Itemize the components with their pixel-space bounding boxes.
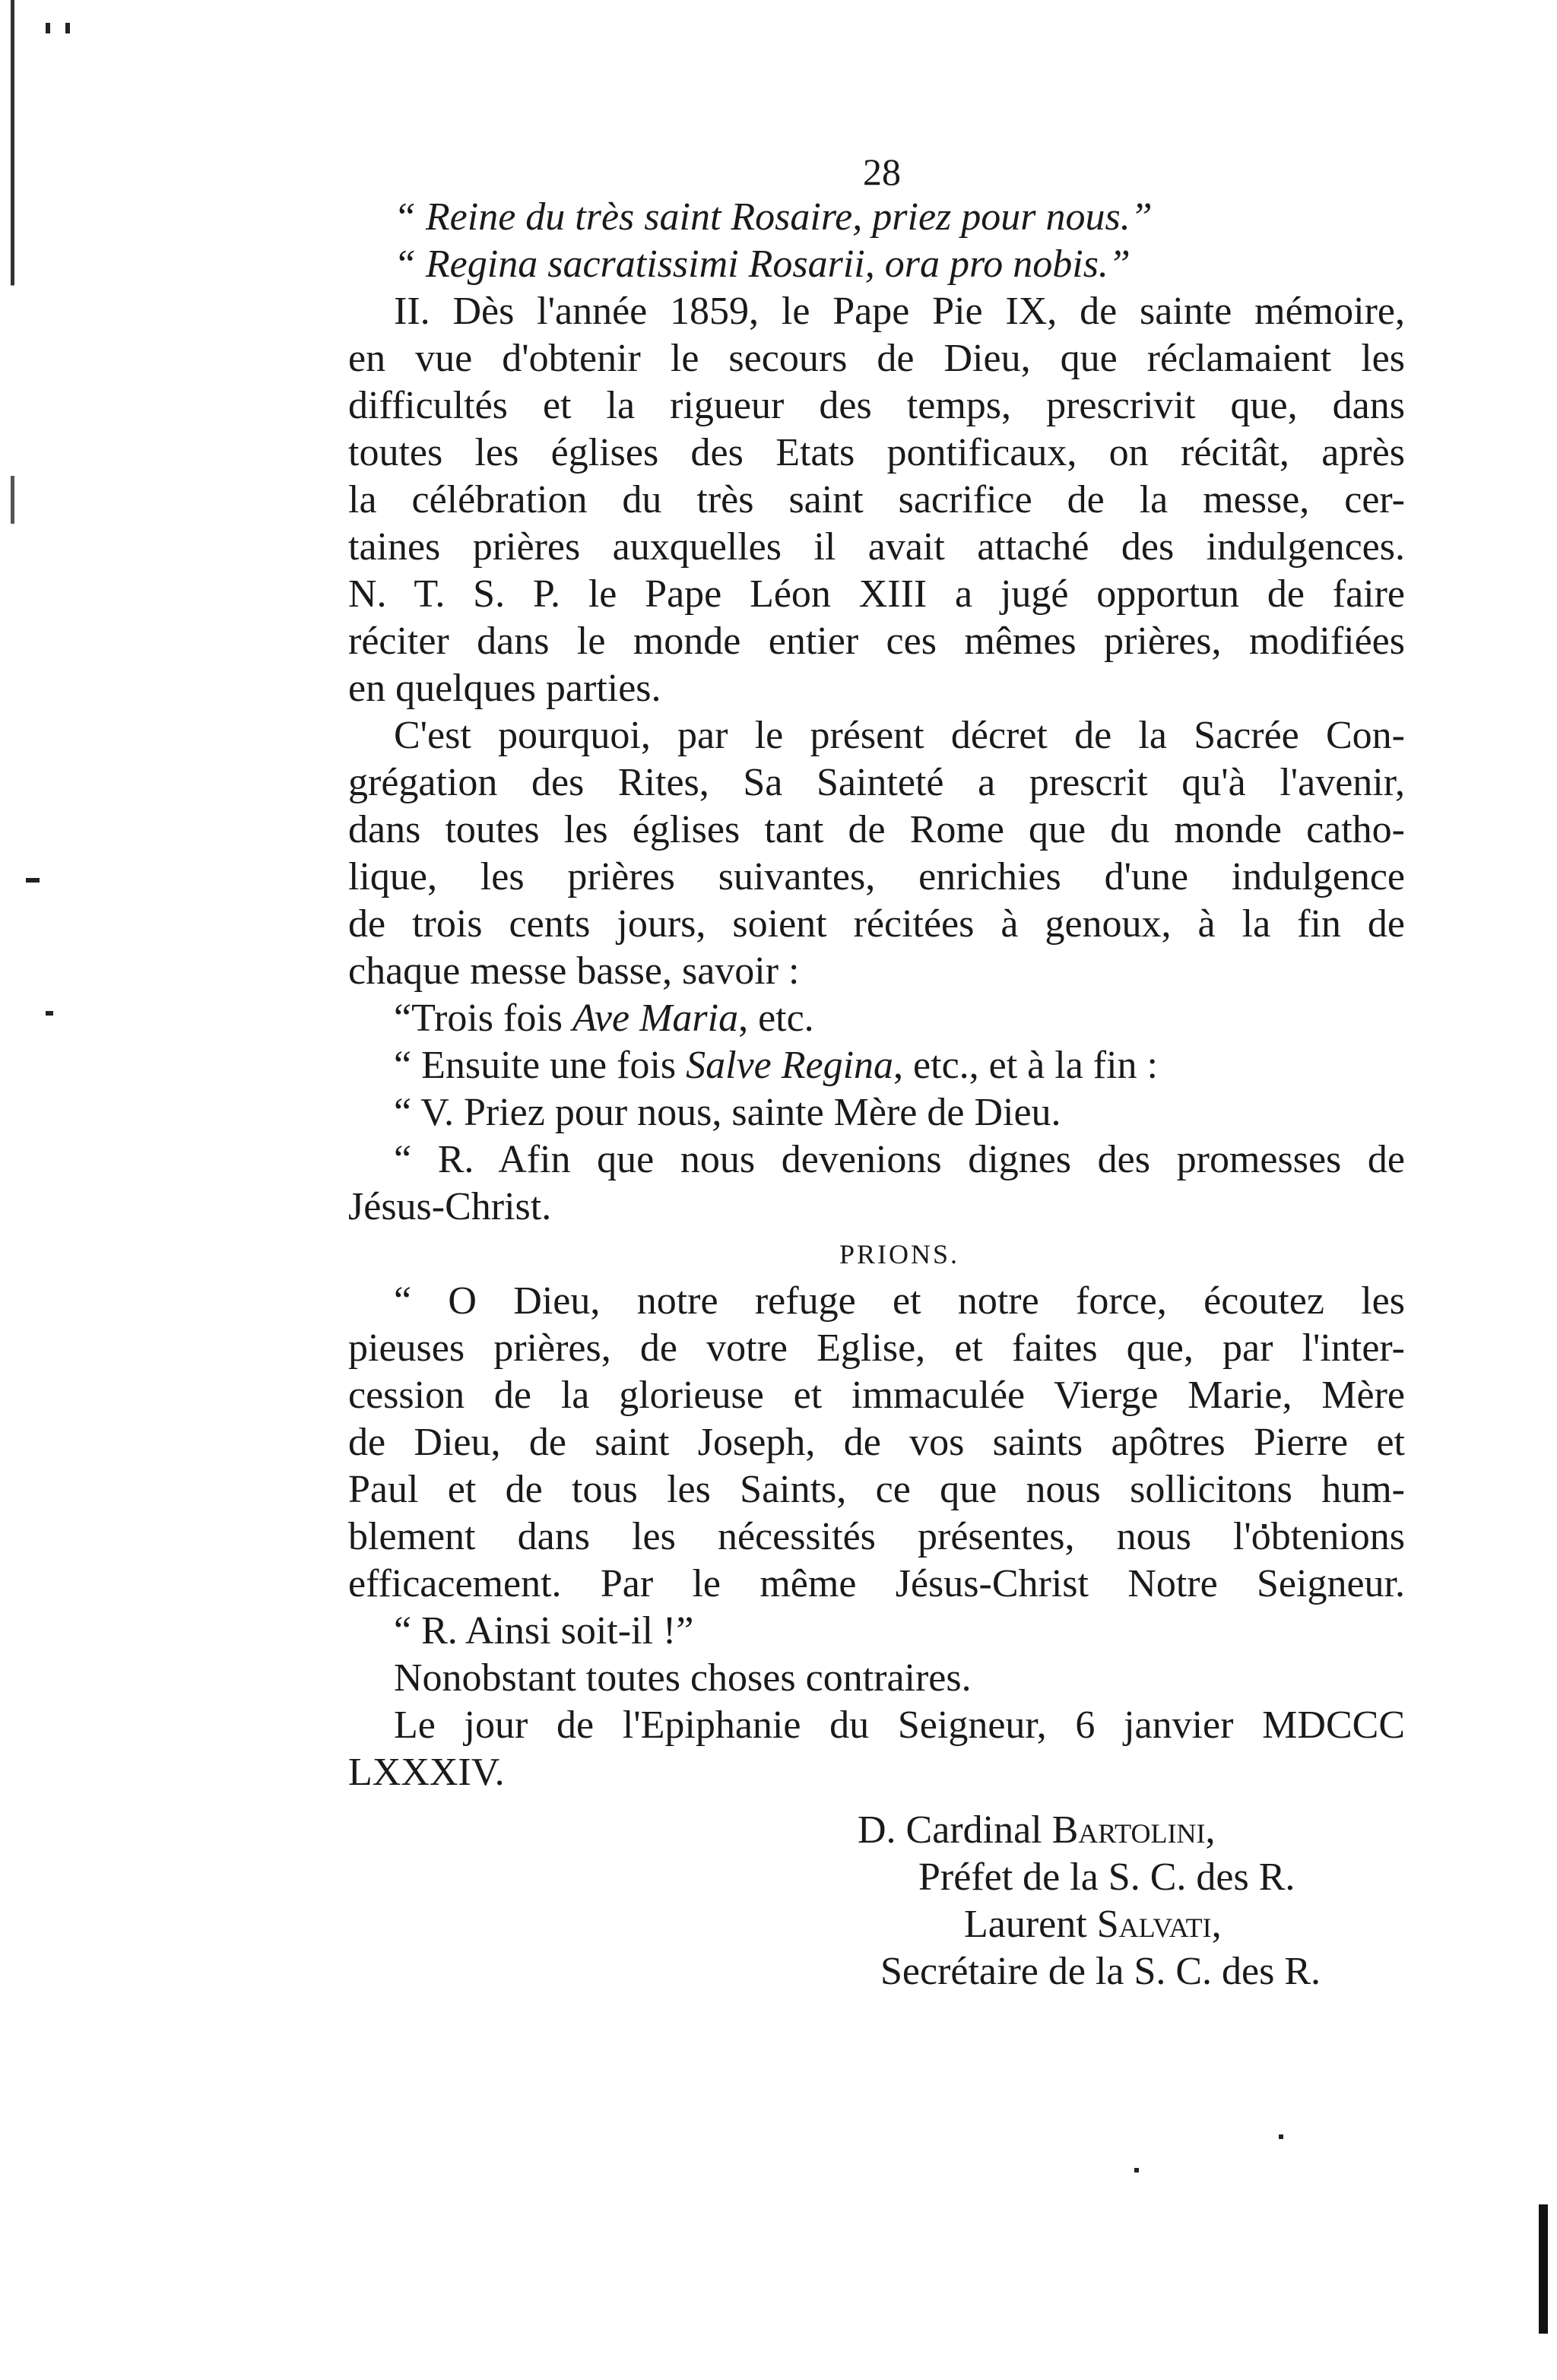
signature-block xyxy=(348,1807,1405,1995)
text-line: II. Dès l'année 1859, le Pape Pie IX, de sainte mémoire, xyxy=(394,290,1405,333)
text-fragment: , xyxy=(1205,1808,1216,1852)
text-line xyxy=(348,1042,1405,1089)
text-fragment: “ Ensuite une fois xyxy=(394,1044,687,1087)
text-line: chaque messe basse, savoir : xyxy=(348,949,800,993)
text-line: “ V. Priez pour nous, sainte Mère de Dieu. xyxy=(394,1091,1061,1134)
signatory-name: Salvati xyxy=(1096,1903,1212,1946)
text-line: LXXXIV. xyxy=(348,1751,505,1794)
latin-prayer-title: Ave Maria xyxy=(572,997,739,1040)
text-line: efficacement. Par le même Jésus-Christ Notre Seigneur. xyxy=(348,1562,1405,1605)
margin-speck xyxy=(46,23,50,33)
text-line: difficultés et la rigueur des temps, prescrivit que, dans xyxy=(348,384,1405,427)
signature-line: Secrétaire de la S. C. des R. xyxy=(880,1950,1321,1993)
margin-speck xyxy=(26,878,40,883)
text-line: grégation des Rites, Sa Sainteté a prescrit qu'à l'avenir, xyxy=(348,761,1405,804)
text-line: N. T. S. P. le Pape Léon XIII a jugé opportun de faire xyxy=(348,572,1405,616)
text-line: taines prières auxquelles il avait attaché des indulgences. xyxy=(348,525,1405,569)
text-line: de Dieu, de saint Joseph, de vos saints apôtres Pierre et xyxy=(348,1421,1405,1464)
text-fragment: , etc. xyxy=(738,997,814,1040)
text-line: lique, les prières suivantes, enrichies d'une indulgence xyxy=(348,855,1405,898)
margin-speck xyxy=(46,1011,53,1016)
text-line: “ Reine du très saint Rosaire, priez pour nous.” xyxy=(394,195,1153,239)
latin-prayer-title: Salve Regina xyxy=(686,1044,894,1087)
text-line: Paul et de tous les Saints, ce que nous sollicitons hum- xyxy=(348,1468,1405,1511)
text-line: “ O Dieu, notre refuge et notre force, écoutez les xyxy=(394,1279,1405,1323)
margin-speck xyxy=(1279,2134,1283,2139)
text-line: “ Regina sacratissimi Rosarii, ora pro nobis.” xyxy=(394,242,1130,286)
text-line: toutes les églises des Etats pontificaux, on récitât, après xyxy=(348,431,1405,474)
text-fragment: D. Cardinal xyxy=(858,1808,1052,1852)
body-text xyxy=(348,194,1405,1995)
text-line: Jésus-Christ. xyxy=(348,1185,552,1228)
text-line: C'est pourquoi, par le présent décret de la Sacrée Con- xyxy=(394,714,1405,757)
text-line: de trois cents jours, soient récitées à genoux, à la fin de xyxy=(348,902,1405,946)
text-line: cession de la glorieuse et immaculée Vierge Marie, Mère xyxy=(348,1374,1405,1417)
signatory-name: Bartolini xyxy=(1051,1808,1206,1852)
signature-line xyxy=(348,1901,1405,1948)
text-line xyxy=(348,995,1405,1042)
text-fragment: “Trois fois xyxy=(394,997,573,1040)
text-line: en vue d'obtenir le secours de Dieu, que réclamaient les xyxy=(348,337,1405,380)
signature-line: Préfet de la S. C. des R. xyxy=(918,1856,1295,1899)
text-line: pieuses prières, de votre Eglise, et faites que, par l'inter- xyxy=(348,1326,1405,1370)
text-line: la célébration du très saint sacrifice de la messe, cer- xyxy=(348,478,1405,521)
signature-line xyxy=(348,1807,1405,1854)
binding-edge xyxy=(11,0,14,2380)
text-fragment: , etc., et à la fin : xyxy=(893,1044,1158,1087)
text-line: dans toutes les églises tant de Rome que du monde catho- xyxy=(348,808,1405,851)
text-line: en quelques parties. xyxy=(348,667,661,710)
text-line: réciter dans le monde entier ces mêmes prières, modifiées xyxy=(348,620,1405,663)
text-line: “ R. Ainsi soit-il !” xyxy=(394,1609,694,1653)
binding-mark-right xyxy=(1539,2204,1548,2334)
text-fragment: Laurent xyxy=(964,1903,1097,1946)
text-line: Nonobstant toutes choses contraires. xyxy=(394,1656,972,1700)
margin-speck xyxy=(1134,2168,1139,2172)
text-line: Le jour de l'Epiphanie du Seigneur, 6 janvier MDCCC xyxy=(394,1703,1405,1747)
margin-speck xyxy=(65,23,70,33)
text-line: blement dans les nécessités présentes, nous l'obtenions xyxy=(348,1515,1405,1558)
page-number: 28 xyxy=(863,151,901,193)
text-fragment: , xyxy=(1211,1903,1222,1946)
text-line: “ R. Afin que nous devenions dignes des promesses de xyxy=(394,1138,1405,1181)
section-heading: PRIONS. xyxy=(839,1239,960,1269)
